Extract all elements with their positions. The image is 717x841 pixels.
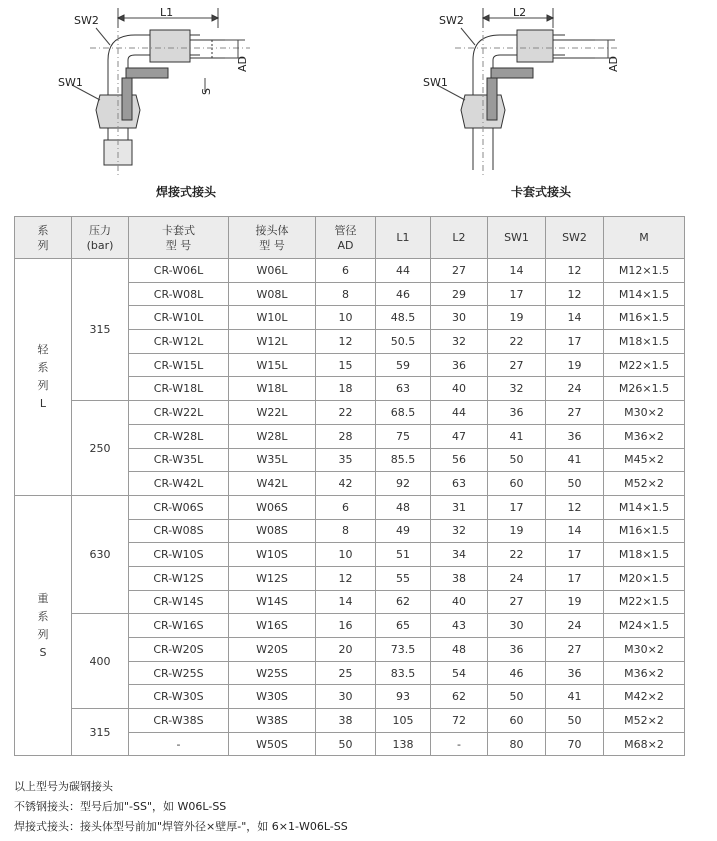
- table-cell: 30: [431, 306, 488, 330]
- table-cell: W30S: [229, 685, 316, 709]
- table-cell: M68×2: [604, 732, 685, 756]
- table-cell: 12: [546, 495, 604, 519]
- table-cell: 16: [316, 614, 376, 638]
- table-cell: CR-W42L: [129, 472, 229, 496]
- sw1-label: SW1: [58, 76, 83, 89]
- spec-table: [14, 216, 685, 756]
- table-cell: 17: [546, 543, 604, 567]
- col-l2: L2: [431, 217, 488, 259]
- table-cell: 24: [546, 377, 604, 401]
- table-cell: 43: [431, 614, 488, 638]
- col-pressure: 压力 (bar): [72, 217, 129, 259]
- table-cell: CR-W35L: [129, 448, 229, 472]
- table-cell: CR-W06L: [129, 259, 229, 283]
- table-cell: 73.5: [376, 638, 431, 662]
- table-cell: 27: [488, 590, 546, 614]
- table-cell: 17: [488, 495, 546, 519]
- table-cell: 50: [546, 472, 604, 496]
- col-sleeve-model: 卡套式 型 号: [129, 217, 229, 259]
- table-cell: 48: [376, 495, 431, 519]
- table-row: [15, 259, 685, 283]
- table-cell: 18: [316, 377, 376, 401]
- table-cell: CR-W06S: [129, 495, 229, 519]
- col-ad: 管径 AD: [316, 217, 376, 259]
- table-cell: 25: [316, 661, 376, 685]
- table-cell: 8: [316, 519, 376, 543]
- table-cell: M12×1.5: [604, 259, 685, 283]
- table-cell: 68.5: [376, 401, 431, 425]
- table-cell: -: [129, 732, 229, 756]
- table-cell: 50: [546, 709, 604, 733]
- table-cell: 44: [431, 401, 488, 425]
- table-cell: 36: [546, 661, 604, 685]
- table-cell: 41: [488, 424, 546, 448]
- table-cell: 12: [316, 330, 376, 354]
- table-cell: 28: [316, 424, 376, 448]
- table-cell: M36×2: [604, 424, 685, 448]
- table-cell: 42: [316, 472, 376, 496]
- table-cell: 48: [431, 638, 488, 662]
- note-line: 不锈钢接头：型号后加"-SS"，如 W06L-SS: [14, 800, 227, 813]
- table-cell: W22L: [229, 401, 316, 425]
- table-cell: 50: [488, 448, 546, 472]
- table-cell: 27: [546, 638, 604, 662]
- table-row: [15, 495, 685, 519]
- table-cell: M30×2: [604, 638, 685, 662]
- table-cell: 65: [376, 614, 431, 638]
- table-cell: M22×1.5: [604, 590, 685, 614]
- table-cell: 56: [431, 448, 488, 472]
- table-cell: 36: [431, 353, 488, 377]
- table-cell: 36: [546, 424, 604, 448]
- table-cell: CR-W12L: [129, 330, 229, 354]
- table-cell: 22: [488, 330, 546, 354]
- table-cell: 44: [376, 259, 431, 283]
- table-row: [15, 709, 685, 733]
- table-cell: M20×1.5: [604, 566, 685, 590]
- table-cell: 30: [316, 685, 376, 709]
- table-cell: 50.5: [376, 330, 431, 354]
- table-cell: 19: [546, 353, 604, 377]
- table-cell: M52×2: [604, 472, 685, 496]
- sw2-label: SW2: [439, 14, 464, 27]
- table-cell: 14: [488, 259, 546, 283]
- table-cell: W38S: [229, 709, 316, 733]
- pressure-cell: 250: [72, 401, 129, 496]
- figure-welded: [40, 0, 280, 205]
- table-cell: 32: [488, 377, 546, 401]
- table-cell: W14S: [229, 590, 316, 614]
- table-cell: CR-W25S: [129, 661, 229, 685]
- figure-caption: 焊接式接头: [156, 185, 217, 199]
- table-cell: M18×1.5: [604, 543, 685, 567]
- table-cell: M52×2: [604, 709, 685, 733]
- table-cell: M45×2: [604, 448, 685, 472]
- table-cell: 19: [546, 590, 604, 614]
- col-sw1: SW1: [488, 217, 546, 259]
- table-row: [15, 614, 685, 638]
- table-cell: 54: [431, 661, 488, 685]
- table-cell: 55: [376, 566, 431, 590]
- sw2-label: SW2: [74, 14, 99, 27]
- table-cell: W12S: [229, 566, 316, 590]
- table-cell: W08S: [229, 519, 316, 543]
- table-cell: CR-W10L: [129, 306, 229, 330]
- table-cell: M16×1.5: [604, 306, 685, 330]
- table-cell: 6: [316, 495, 376, 519]
- table-cell: W25S: [229, 661, 316, 685]
- table-cell: CR-W08L: [129, 282, 229, 306]
- l1-label: L1: [160, 6, 174, 19]
- table-cell: 8: [316, 282, 376, 306]
- table-cell: 138: [376, 732, 431, 756]
- col-m: M: [604, 217, 685, 259]
- table-cell: 75: [376, 424, 431, 448]
- table-cell: 50: [316, 732, 376, 756]
- table-cell: 40: [431, 377, 488, 401]
- table-cell: 80: [488, 732, 546, 756]
- col-sw2: SW2: [546, 217, 604, 259]
- table-cell: 60: [488, 709, 546, 733]
- table-cell: 105: [376, 709, 431, 733]
- pressure-cell: 315: [72, 259, 129, 401]
- table-cell: CR-W20S: [129, 638, 229, 662]
- spec-table-body: [15, 259, 685, 756]
- series-cell: 重 系 列 S: [15, 495, 72, 756]
- table-cell: 92: [376, 472, 431, 496]
- table-cell: 36: [488, 401, 546, 425]
- table-cell: M22×1.5: [604, 353, 685, 377]
- table-cell: 24: [546, 614, 604, 638]
- notes: [14, 777, 348, 837]
- table-cell: 48.5: [376, 306, 431, 330]
- table-cell: 17: [488, 282, 546, 306]
- table-cell: W10S: [229, 543, 316, 567]
- table-cell: 46: [488, 661, 546, 685]
- compression-fitting-drawing: [405, 0, 645, 205]
- table-cell: CR-W10S: [129, 543, 229, 567]
- table-cell: M36×2: [604, 661, 685, 685]
- table-cell: 41: [546, 448, 604, 472]
- table-cell: 38: [431, 566, 488, 590]
- table-cell: CR-W12S: [129, 566, 229, 590]
- table-cell: 10: [316, 306, 376, 330]
- col-series: 系 列: [15, 217, 72, 259]
- table-cell: M14×1.5: [604, 282, 685, 306]
- table-cell: 19: [488, 306, 546, 330]
- table-cell: CR-W16S: [129, 614, 229, 638]
- col-l1: L1: [376, 217, 431, 259]
- table-cell: 14: [546, 519, 604, 543]
- table-cell: 34: [431, 543, 488, 567]
- table-cell: M42×2: [604, 685, 685, 709]
- table-cell: 15: [316, 353, 376, 377]
- table-cell: W16S: [229, 614, 316, 638]
- table-cell: CR-W38S: [129, 709, 229, 733]
- table-cell: M14×1.5: [604, 495, 685, 519]
- table-cell: CR-W22L: [129, 401, 229, 425]
- table-cell: 51: [376, 543, 431, 567]
- series-cell: 轻 系 列 L: [15, 259, 72, 496]
- table-cell: 49: [376, 519, 431, 543]
- table-cell: M24×1.5: [604, 614, 685, 638]
- table-cell: CR-W18L: [129, 377, 229, 401]
- table-cell: 62: [431, 685, 488, 709]
- table-cell: CR-W30S: [129, 685, 229, 709]
- table-cell: 20: [316, 638, 376, 662]
- table-cell: M30×2: [604, 401, 685, 425]
- table-cell: 62: [376, 590, 431, 614]
- col-body-model: 接头体 型 号: [229, 217, 316, 259]
- table-cell: 31: [431, 495, 488, 519]
- table-cell: 70: [546, 732, 604, 756]
- table-cell: 22: [316, 401, 376, 425]
- table-cell: 93: [376, 685, 431, 709]
- table-cell: 72: [431, 709, 488, 733]
- header-row: [15, 217, 685, 259]
- note-line: 焊接式接头：接头体型号前加"焊管外径×壁厚-"，如 6×1-W06L-SS: [14, 820, 348, 833]
- table-cell: 35: [316, 448, 376, 472]
- table-cell: 10: [316, 543, 376, 567]
- table-cell: 17: [546, 566, 604, 590]
- table-cell: W35L: [229, 448, 316, 472]
- table-cell: 59: [376, 353, 431, 377]
- note-line: 以上型号为碳钢接头: [14, 780, 113, 793]
- table-cell: W18L: [229, 377, 316, 401]
- table-cell: 24: [488, 566, 546, 590]
- table-cell: 22: [488, 543, 546, 567]
- table-cell: W08L: [229, 282, 316, 306]
- table-cell: 40: [431, 590, 488, 614]
- table-cell: W10L: [229, 306, 316, 330]
- table-cell: 32: [431, 330, 488, 354]
- table-cell: W06L: [229, 259, 316, 283]
- table-cell: 6: [316, 259, 376, 283]
- figure-caption: 卡套式接头: [511, 185, 572, 199]
- pressure-cell: 630: [72, 495, 129, 613]
- table-cell: 27: [546, 401, 604, 425]
- table-cell: 50: [488, 685, 546, 709]
- table-cell: W42L: [229, 472, 316, 496]
- table-cell: M26×1.5: [604, 377, 685, 401]
- table-cell: M16×1.5: [604, 519, 685, 543]
- table-cell: 14: [316, 590, 376, 614]
- table-cell: 63: [376, 377, 431, 401]
- table-cell: 19: [488, 519, 546, 543]
- table-row: [15, 401, 685, 425]
- table-cell: 38: [316, 709, 376, 733]
- table-cell: 30: [488, 614, 546, 638]
- table-cell: 27: [431, 259, 488, 283]
- table-cell: W20S: [229, 638, 316, 662]
- table-cell: 32: [431, 519, 488, 543]
- sw1-label: SW1: [423, 76, 448, 89]
- table-cell: 17: [546, 330, 604, 354]
- pressure-cell: 315: [72, 709, 129, 756]
- figure-compression: [405, 0, 645, 205]
- ad-label: AD: [236, 56, 249, 72]
- table-cell: CR-W15L: [129, 353, 229, 377]
- table-cell: 12: [316, 566, 376, 590]
- pressure-cell: 400: [72, 614, 129, 709]
- table-cell: W50S: [229, 732, 316, 756]
- table-cell: W12L: [229, 330, 316, 354]
- table-cell: CR-W14S: [129, 590, 229, 614]
- table-cell: CR-W28L: [129, 424, 229, 448]
- table-cell: 60: [488, 472, 546, 496]
- table-cell: 83.5: [376, 661, 431, 685]
- welded-fitting-drawing: [40, 0, 280, 205]
- table-cell: 29: [431, 282, 488, 306]
- table-cell: 63: [431, 472, 488, 496]
- table-cell: 12: [546, 259, 604, 283]
- table-cell: CR-W08S: [129, 519, 229, 543]
- table-cell: 12: [546, 282, 604, 306]
- l2-label: L2: [513, 6, 527, 19]
- ad-label: AD: [607, 56, 620, 72]
- table-cell: 85.5: [376, 448, 431, 472]
- table-cell: W15L: [229, 353, 316, 377]
- s-label: S: [200, 88, 213, 95]
- table-cell: 36: [488, 638, 546, 662]
- table-cell: -: [431, 732, 488, 756]
- table-cell: 47: [431, 424, 488, 448]
- table-cell: W06S: [229, 495, 316, 519]
- table-cell: M18×1.5: [604, 330, 685, 354]
- table-cell: W28L: [229, 424, 316, 448]
- table-cell: 46: [376, 282, 431, 306]
- table-cell: 14: [546, 306, 604, 330]
- table-cell: 27: [488, 353, 546, 377]
- table-cell: 41: [546, 685, 604, 709]
